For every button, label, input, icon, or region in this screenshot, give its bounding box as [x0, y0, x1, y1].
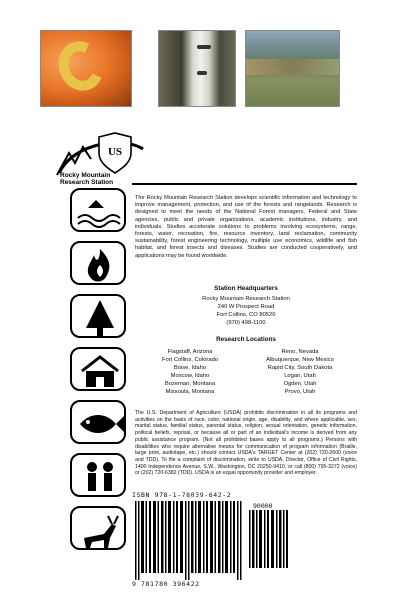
location-item: Reno, Nevada: [281, 349, 319, 355]
photo-landscape: [245, 30, 340, 107]
water-icon: [70, 188, 126, 232]
location-item: Logan, Utah: [284, 373, 316, 380]
divider: [132, 183, 357, 185]
isbn-text: ISBN 978-1-78039-642-2: [132, 491, 232, 499]
photo-aspen-trunk: [158, 30, 236, 107]
mountain-shield-logo-icon: [55, 129, 147, 177]
landscape-band: [246, 59, 339, 75]
hq-street: 240 W Prospect Road: [217, 304, 275, 310]
deer-icon: [70, 506, 126, 550]
locations-title: Research Locations: [216, 336, 276, 343]
intro-paragraph: The Rocky Mountain Research Station develops scientific information and technology to improve management, protection, and use of the forests and rangelands. Research is designed to meet the needs of the National Forest managers, Federal and State agencies, public and private organizations, academic institutions, industry, and individuals. Studies accelerate solutions to problems involving ecosystems, range, forests, water, recreation, fire, resource inventory, land reclamation, community sustainability, forest engineering technology, multiple use economics, wildlife and fish habitat, and forest insects and diseases. Studies are conducted cooperatively, and applications may be found worldwide.: [135, 195, 357, 259]
location-item: Fort Collins, Colorado: [161, 357, 219, 364]
station-name: Rocky Mountain Research Station: [60, 172, 114, 186]
price-code: 90000: [253, 502, 273, 510]
fire-icon: [70, 241, 126, 285]
people-icon: [70, 453, 126, 497]
location-item: Missoula, Montana: [165, 389, 215, 396]
curl-shape: [52, 35, 110, 97]
location-item: Albuquerque, New Mexico: [266, 357, 334, 364]
location-item: Boise, Idaho: [173, 365, 207, 372]
bark-knot: [197, 71, 207, 75]
photo-cheese-curl: [40, 30, 132, 107]
location-item: Provo, Utah: [284, 389, 316, 396]
tree-icon: [70, 294, 126, 338]
location-item: Moscow, Idaho: [170, 373, 210, 380]
hq-name: Rocky Mountain Research Station: [202, 296, 290, 302]
locations-left-list: [135, 348, 245, 397]
cabin-icon: [70, 347, 126, 391]
location-item: Ogden, Utah: [283, 381, 317, 388]
locations-right-list: [245, 348, 355, 397]
icon-column: [70, 188, 132, 559]
svg-text:US: US: [107, 146, 123, 158]
isbn-barcode-icon: [135, 501, 245, 580]
usda-text: The U.S. Department of Agriculture (USDA) prohibits discrimination in all its programs and activities on the basis of race, color, national origin, age, disability, and where applicable, sex, marital status, familial status, parental status, religion, sexual orientation, genetic information, political beliefs, reprisal, or because all or part of an individual's income is derived from any public assistance program. (Not all prohibited bases apply to all programs.) Persons with disabilities who require alternative means for communication of program information (Braille, large print, audiotape, etc.) should contact USDA's TARGET Center at (202) 720-2600 (voice and TDD). To file a complaint of discrimination, write to USDA, Director, Office of Civil Rights, 1400 Independence Avenue, S.W., Washington, DC 20250-9410, or call (800) 795-3272 (voice) or (202) 720-6382 (TDD). USDA is an equal opportunity provider and employer.: [135, 410, 357, 477]
headquarters-title: Station Headquarters: [214, 285, 278, 292]
fish-icon: [70, 400, 126, 444]
headquarters-address: [135, 295, 357, 327]
location-item: Flagstaff, Arizona: [167, 349, 213, 355]
usda-statement: [135, 410, 357, 477]
location-item: Rapid City, South Dakota: [267, 365, 333, 372]
hq-phone: (970) 498-1100: [226, 320, 266, 326]
bark-knot: [197, 45, 211, 49]
hq-city: Fort Collins, CO 80526: [216, 312, 276, 318]
addon-barcode-icon: [249, 510, 289, 568]
location-item: Bozeman, Montana: [164, 381, 216, 388]
ean-digits: 9 781780 396422: [132, 580, 200, 588]
